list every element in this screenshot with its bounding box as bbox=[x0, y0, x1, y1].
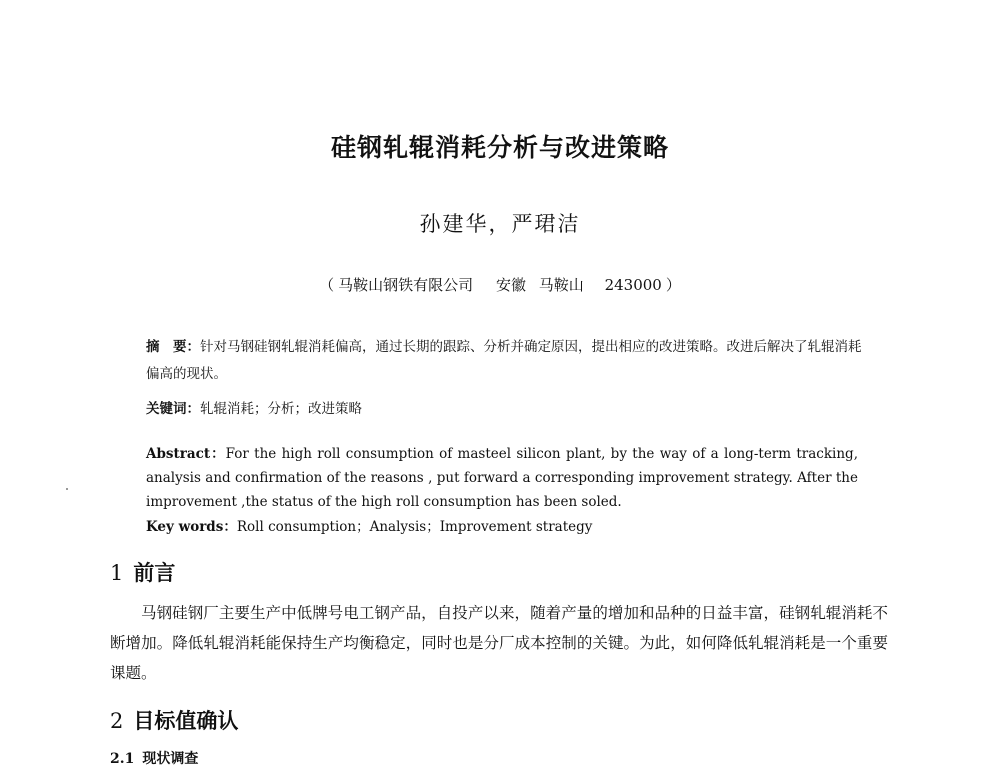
affiliation-close-paren: ） bbox=[665, 276, 681, 294]
affiliation-city: 马鞍山 bbox=[538, 276, 584, 294]
scan-speck bbox=[66, 488, 68, 490]
abstract-en bbox=[146, 442, 858, 514]
keywords-en-text: Roll consumption；Analysis；Improvement strategy bbox=[236, 519, 593, 535]
keywords-en bbox=[146, 515, 858, 539]
abstract-en-text: For the high roll consumption of masteel silicon plant, by the way of a long-term tracking, analysis and confirmation of the reasons , put forward a corresponding improvement strategy. After the improvement ,the status of the high roll consumption has been soled. bbox=[146, 446, 858, 510]
abstract-en-label: Abstract： bbox=[146, 446, 226, 462]
paper-authors: 孙建华，严珺洁 bbox=[419, 212, 581, 236]
affiliation-zip: 243000 bbox=[604, 276, 662, 294]
subsection-number: 2.1 bbox=[110, 751, 135, 767]
section-1-number: 1 bbox=[110, 561, 124, 585]
keywords-cn-text: 轧辊消耗；分析；改进策略 bbox=[200, 401, 362, 417]
abstract-cn-label: 摘 要： bbox=[146, 339, 200, 355]
author-affiliation bbox=[0, 274, 1000, 295]
keywords-cn bbox=[146, 396, 866, 423]
abstract-cn-text: 针对马钢硅钢轧辊消耗偏高，通过长期的跟踪、分析并确定原因，提出相应的改进策略。改进后解决了轧辊消耗偏高的现状。 bbox=[146, 339, 862, 382]
abstract-cn bbox=[146, 334, 866, 388]
keywords-cn-label: 关键词： bbox=[146, 401, 200, 417]
affiliation-province: 安徽 bbox=[495, 276, 526, 294]
keywords-en-label: Key words： bbox=[146, 519, 237, 535]
section-2-title: 目标值确认 bbox=[133, 708, 239, 733]
section-heading-1 bbox=[110, 557, 175, 587]
section-1-paragraph: 马钢硅钢厂主要生产中低牌号电工钢产品，自投产以来，随着产量的增加和品种的日益丰富，硅钢轧辊消耗不断增加。降低轧辊消耗能保持生产均衡稳定，同时也是分厂成本控制的关键。为此，如何降低轧辊消耗是一个重要课题。 bbox=[110, 604, 888, 682]
subsection-title: 现状调查 bbox=[142, 751, 199, 767]
section-1-title: 前言 bbox=[133, 560, 176, 585]
paper-title: 硅钢轧辊消耗分析与改进策略 bbox=[330, 133, 669, 162]
subsection-heading-2-1 bbox=[110, 748, 198, 768]
affiliation-org: 马鞍山钢铁有限公司 bbox=[338, 276, 474, 294]
section-2-number: 2 bbox=[110, 709, 124, 733]
affiliation-open-paren: （ bbox=[319, 276, 335, 294]
section-heading-2 bbox=[110, 705, 238, 735]
